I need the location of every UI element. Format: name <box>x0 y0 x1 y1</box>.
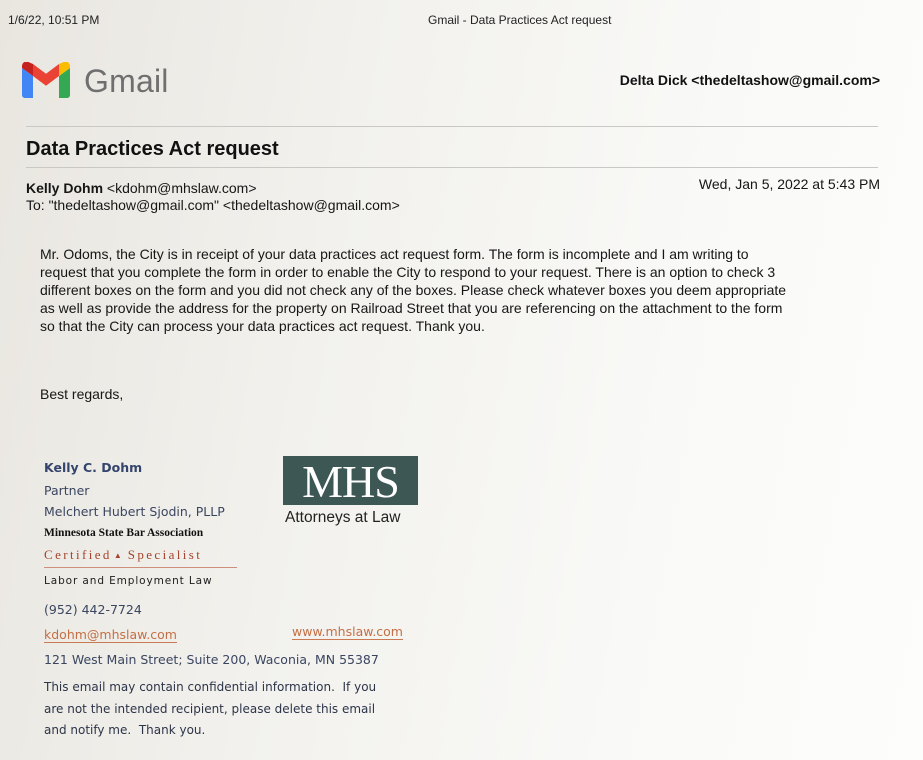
body-line: as well as provide the address for the property on Railroad Street that you are referencing on the attachment to the form <box>40 300 783 316</box>
body-line: different boxes on the form and you did not check any of the boxes. Please check whatever boxes you deem appropriate <box>40 282 787 298</box>
body-line: request that you complete the form in order to enable the City to respond to your request. There is an option to check 3 <box>40 264 776 280</box>
signature-phone: (952) 442-7724 <box>44 602 142 617</box>
body-line: Mr. Odoms, the City is in receipt of your data practices act request form. The form is incomplete and I am writing to <box>40 246 749 262</box>
signature-title: Partner <box>44 483 90 498</box>
subject-divider <box>26 167 878 168</box>
mhs-logo <box>283 456 418 505</box>
disclaimer-line: are not the intended recipient, please delete this email <box>44 701 376 716</box>
sender-email: <kdohm@mhslaw.com> <box>106 180 257 196</box>
triangle-icon: ▲ <box>113 551 122 560</box>
message-date: Wed, Jan 5, 2022 at 5:43 PM <box>698 176 880 192</box>
body-line: so that the City can process your data practices act request. Thank you. <box>40 318 485 334</box>
message-closing: Best regards, <box>40 386 124 402</box>
signature-disclaimer <box>44 677 376 742</box>
signature-firm: Melchert Hubert Sjodin, PLLP <box>44 504 225 519</box>
recipient-line: To: "thedeltashow@gmail.com" <thedeltashow@gmail.com> <box>26 197 400 213</box>
mhs-logo-tagline: Attorneys at Law <box>285 509 401 526</box>
cert-label-left: Certified <box>44 547 112 562</box>
account-user: Delta Dick <thedeltashow@gmail.com> <box>619 72 880 88</box>
thread-subject: Data Practices Act request <box>26 138 279 160</box>
signature-website-link[interactable]: www.mhslaw.com <box>292 624 403 639</box>
message-body <box>40 245 786 335</box>
signature-address: 121 West Main Street; Suite 200, Waconia, MN 55387 <box>44 652 379 667</box>
disclaimer-line: This email may contain confidential information. If you <box>44 680 377 694</box>
gmail-wordmark: Gmail <box>84 63 169 99</box>
disclaimer-line: and notify me. Thank you. <box>44 723 206 737</box>
gmail-logo-icon <box>22 62 70 98</box>
signature-bar-association: Minnesota State Bar Association <box>44 527 204 539</box>
mhs-logo-mark: MHS <box>302 456 399 507</box>
sender-line <box>26 180 257 196</box>
sender-name: Kelly Dohm <box>26 180 104 196</box>
print-page-title: Gmail - Data Practices Act request <box>428 13 612 27</box>
cert-label-right: Specialist <box>127 547 203 562</box>
signature-certification <box>44 547 202 563</box>
header-divider <box>26 126 878 127</box>
certification-underline <box>44 567 237 568</box>
signature-name: Kelly C. Dohm <box>44 460 143 475</box>
signature-email-link[interactable]: kdohm@mhslaw.com <box>44 627 177 642</box>
signature-specialty: Labor and Employment Law <box>44 575 213 587</box>
print-timestamp: 1/6/22, 10:51 PM <box>8 13 100 27</box>
